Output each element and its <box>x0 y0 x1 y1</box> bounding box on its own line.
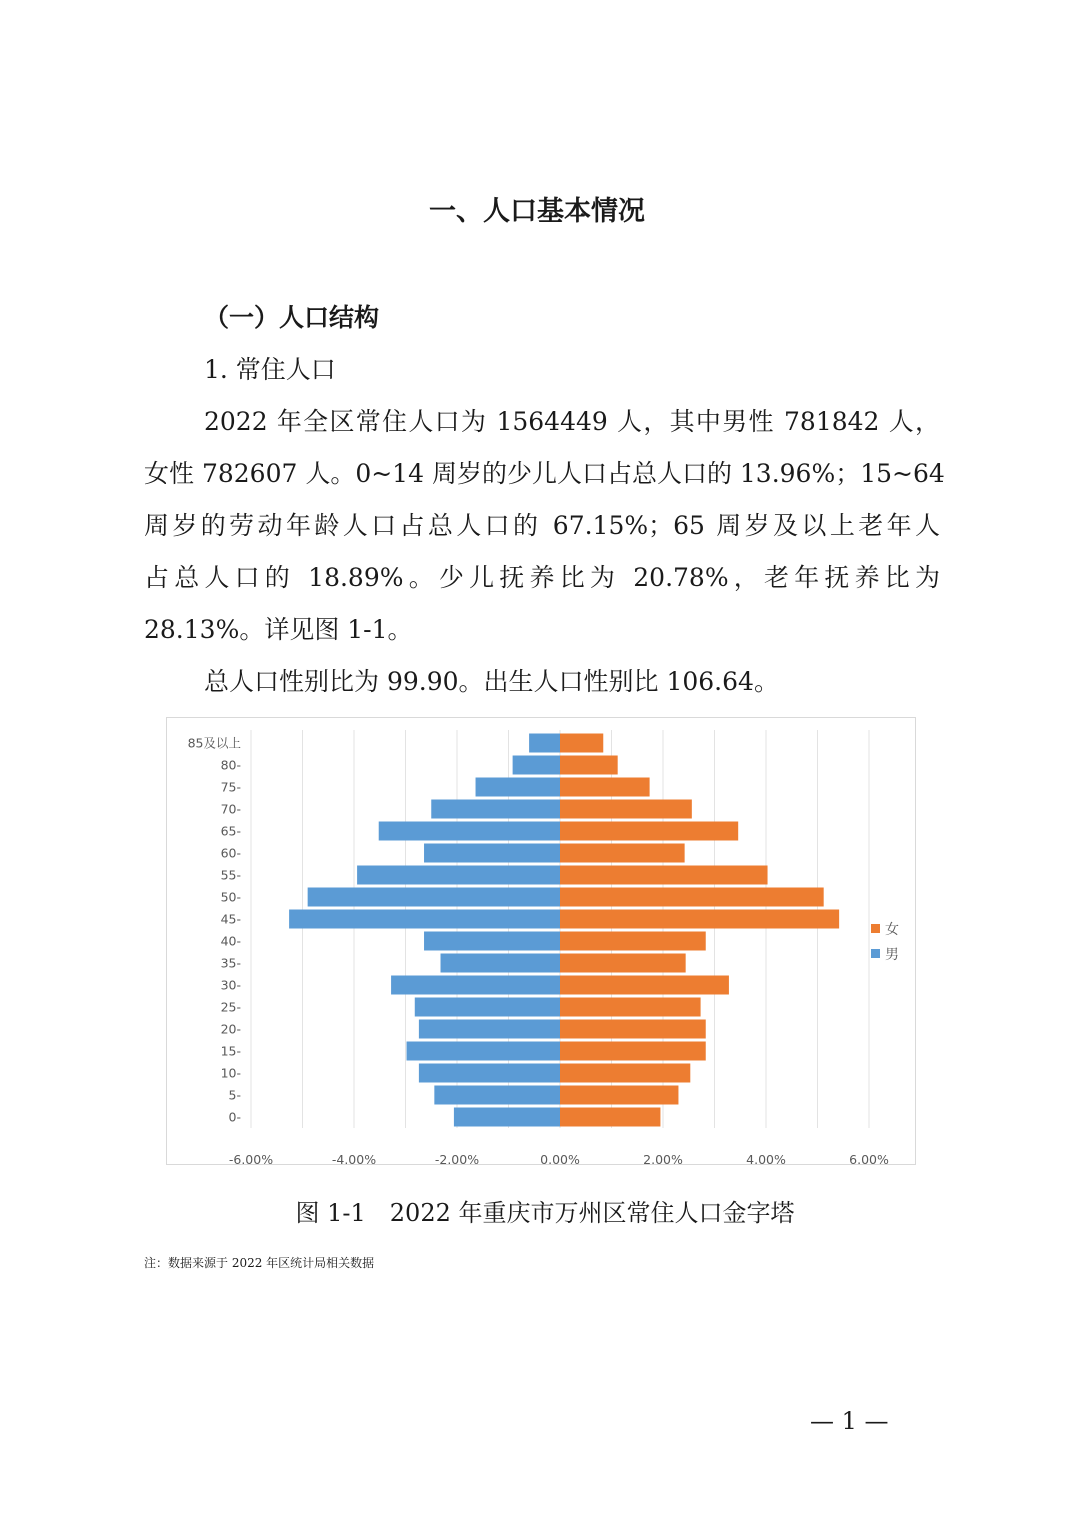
bar-male <box>434 1086 560 1105</box>
subsection-title: （一）人口结构 <box>204 303 380 332</box>
category-label: 25- <box>220 999 241 1015</box>
item-heading: 1. 常住人口 <box>204 355 336 384</box>
bar-male <box>415 998 560 1017</box>
bar-female <box>560 1086 678 1105</box>
bar-male <box>454 1108 560 1127</box>
bar-male <box>357 866 560 885</box>
x-tick-label: 6.00% <box>849 1152 889 1166</box>
paragraph1-line-2: 女性 782607 人。0~14 周岁的少儿人口占总人口的 13.96%；15~64 <box>144 459 945 488</box>
x-tick-label: -6.00% <box>228 1152 274 1166</box>
bar-female <box>560 800 692 819</box>
category-label: 40- <box>220 933 241 949</box>
x-tick-label: -2.00% <box>434 1152 480 1166</box>
category-label: 55- <box>220 867 241 883</box>
category-label: 45- <box>220 911 241 927</box>
bar-female <box>560 1064 690 1083</box>
category-label: 60- <box>220 845 241 861</box>
bar-female <box>560 822 738 841</box>
category-label: 65- <box>220 823 241 839</box>
category-label: 5- <box>228 1087 241 1103</box>
bar-female <box>560 976 729 995</box>
bar-female <box>560 954 686 973</box>
category-label: 10- <box>220 1065 241 1081</box>
bar-male <box>419 1064 560 1083</box>
category-label: 50- <box>220 889 241 905</box>
bar-female <box>560 756 618 775</box>
x-tick-label: -4.00% <box>331 1152 377 1166</box>
category-label: 85及以上 <box>187 735 241 751</box>
footnote: 注：数据来源于 2022 年区统计局相关数据 <box>144 1256 375 1270</box>
bar-male <box>441 954 560 973</box>
category-label: 15- <box>220 1043 241 1059</box>
category-label: 70- <box>220 801 241 817</box>
figure-caption: 图 1-1 2022 年重庆市万州区常住人口金字塔 <box>295 1199 795 1227</box>
chart-svg <box>167 718 917 1166</box>
bar-male <box>424 844 560 863</box>
bar-male <box>308 888 560 907</box>
category-label: 20- <box>220 1021 241 1037</box>
category-label: 35- <box>220 955 241 971</box>
x-tick-label: 4.00% <box>746 1152 786 1166</box>
x-tick-label: 0.00% <box>540 1152 580 1166</box>
bar-male <box>407 1042 560 1061</box>
category-label: 75- <box>220 779 241 795</box>
category-label: 0- <box>228 1109 241 1125</box>
bar-female <box>560 888 824 907</box>
bar-female <box>560 998 701 1017</box>
legend-label: 女 <box>885 922 899 938</box>
section-title: 一、人口基本情况 <box>429 196 645 227</box>
bar-female <box>560 932 706 951</box>
category-label: 30- <box>220 977 241 993</box>
bar-male <box>476 778 560 797</box>
population-pyramid-chart <box>166 717 916 1165</box>
bar-male <box>391 976 560 995</box>
x-tick-label: 2.00% <box>643 1152 683 1166</box>
legend-swatch <box>871 949 880 958</box>
paragraph1-line-5: 28.13%。详见图 1-1。 <box>144 615 413 644</box>
legend-label: 男 <box>885 947 899 963</box>
bar-male <box>419 1020 560 1039</box>
bar-male <box>379 822 560 841</box>
bar-female <box>560 1108 660 1127</box>
bar-male <box>431 800 560 819</box>
bar-male <box>529 734 560 753</box>
paragraph1-line-4: 占总人口的 18.89%。少儿抚养比为 20.78%，老年抚养比为 <box>144 563 940 592</box>
bar-male <box>513 756 560 775</box>
page-number: — 1 — <box>810 1407 889 1435</box>
bar-female <box>560 866 768 885</box>
bar-female <box>560 1020 706 1039</box>
bar-male <box>289 910 560 929</box>
bar-female <box>560 1042 706 1061</box>
bar-female <box>560 778 650 797</box>
bar-female <box>560 844 685 863</box>
paragraph1-line-3: 周岁的劳动年龄人口占总人口的 67.15%；65 周岁及以上老年人 <box>144 511 940 540</box>
legend-swatch <box>871 924 880 933</box>
paragraph1-line-1: 2022 年全区常住人口为 1564449 人，其中男性 781842 人， <box>204 407 940 436</box>
bar-male <box>424 932 560 951</box>
paragraph2: 总人口性别比为 99.90。出生人口性别比 106.64。 <box>204 667 779 696</box>
category-label: 80- <box>220 757 241 773</box>
bar-female <box>560 734 603 753</box>
bar-female <box>560 910 839 929</box>
